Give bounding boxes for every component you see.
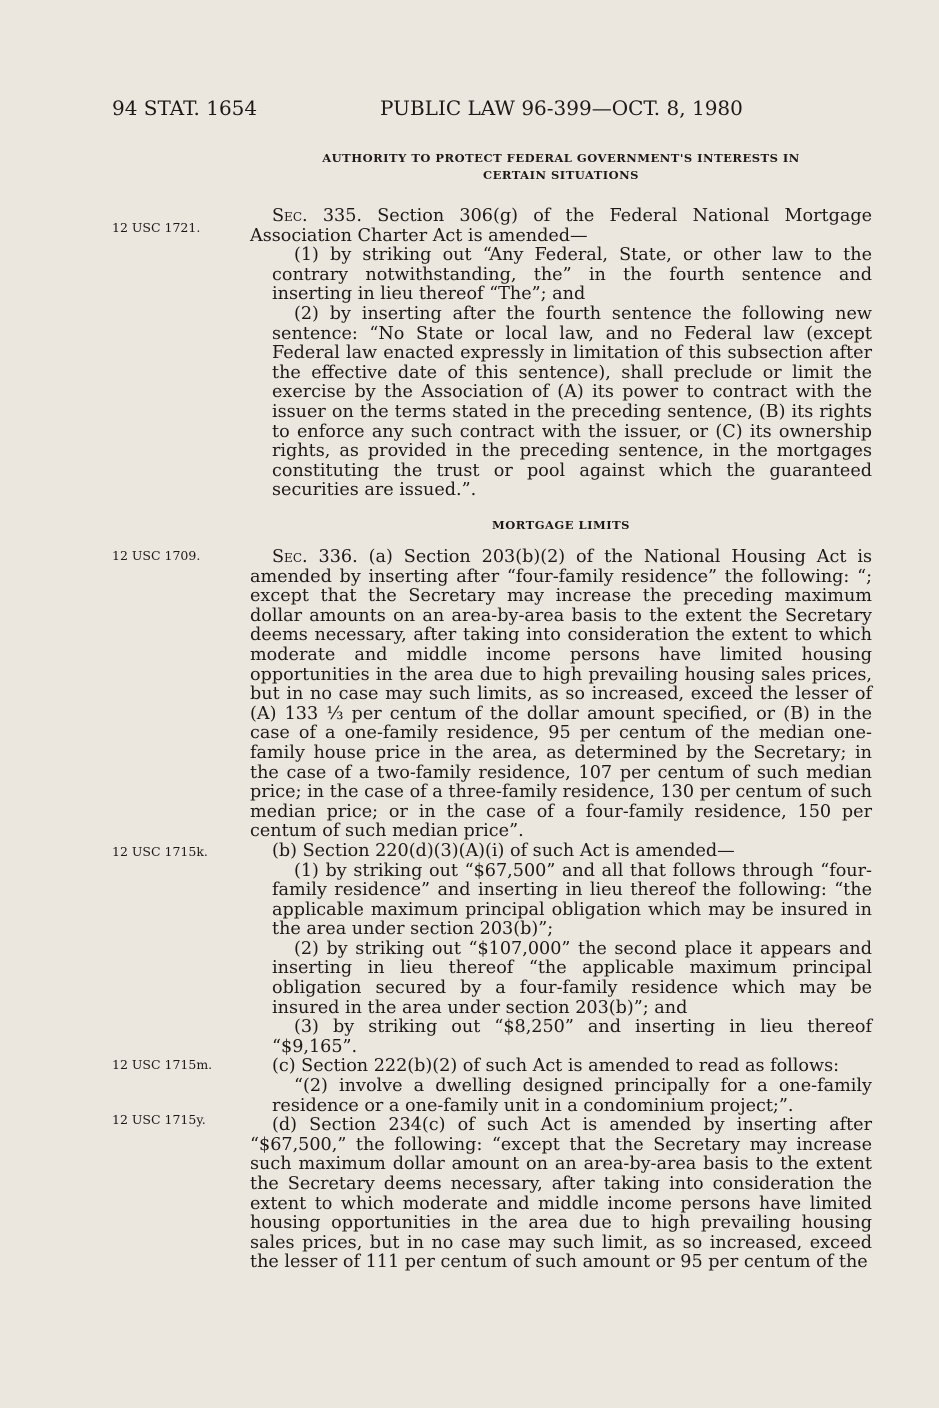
section-335-para-1: (1) by striking out “Any Federal, State, or other law to the contrary notwithstanding, the” in the fourth sentence and inserting in lieu thereof “The”; and (272, 245, 872, 305)
section-336-para-c-quote: “(2) involve a dwelling designed principally for a one-family residence or a one-family unit in a condominium project;”. (272, 1076, 872, 1116)
section-335-heading-line-1: AUTHORITY TO PROTECT FEDERAL GOVERNMENT'S INTERESTS IN (322, 151, 800, 165)
sec-label: Sec. (272, 547, 308, 567)
section-336-para-b-1: (1) by striking out “$67,500” and all that follows through “four-family residence” and inserting in lieu thereof the following: “the applicable maximum principal obligation which may be insured in the area under section 203(b)”; (272, 860, 872, 940)
statute-page-reference: 94 STAT. 1654 (112, 96, 258, 120)
section-336-para-d: (d) Section 234(c) of such Act is amended by inserting after “$67,500,” the following: “except that the Secretary may increase such maximum dollar amount on an area-by-area basis to the extent the Secretary deems necessary, after taking into consideration the extent to which moderate and middle income persons have limited housing opportunities in the area due to high prevailing housing sales prices, but in no case may such limit, as so increased, exceed the lesser of 111 per centum of such amount or 95 per centum of the (250, 1115, 872, 1273)
section-335-intro (250, 207, 872, 246)
section-336-para-b-intro: (b) Section 220(d)(3)(A)(i) of such Act is amended— (272, 840, 735, 861)
section-335-body (250, 207, 872, 501)
page-header (112, 96, 752, 126)
margin-note-12-usc-1715k: 12 USC 1715k. (112, 844, 208, 859)
section-336-para-a-text: 336. (a) Section 203(b)(2) of the National Housing Act is amended by inserting after “four-family residence” the following: “; except that the Secretary may increase the preceding maximum dollar amounts on an area-by-area basis to the extent the Secretary deems necessary, after taking into consideration the extent to which moderate and middle income persons have limited housing opportunities in the area due to high prevailing housing sales prices, but in no case may such limits, as so increased, exceed the lesser of (A) 133 ⅓ per centum of the dollar amount specified, or (B) in the case of a one-family residence, 95 per centum of the median one-family house price in the area, as determined by the Secretary; in the case of a two-family residence, 107 per centum of such median price; in the case of a three-family residence, 130 per centum of such median price; or in the case of a four-family residence, 150 per centum of such median price”. (250, 547, 873, 842)
section-335-para-2: (2) by inserting after the fourth sentence the following new sentence: “No State or local law, and no Federal law (except Federal law enacted expressly in limitation of this subsection after the effective date of this sentence), shall preclude or limit the exercise by the Association of (A) its power to contract with the issuer on the terms stated in the preceding sentence, (B) its rights to enforce any such contract with the issuer, or (C) its ownership rights, as provided in the preceding sentence, in the mortgages constituting the trust or pool against which the guaranteed securities are issued.”. (272, 303, 872, 501)
section-335-intro-text: 335. Section 306(g) of the Federal National Mortgage Association Charter Act is amended— (250, 206, 872, 246)
margin-note-12-usc-1715m: 12 USC 1715m. (112, 1057, 213, 1072)
section-335-heading (250, 150, 872, 184)
margin-note-12-usc-1715y: 12 USC 1715y. (112, 1112, 206, 1127)
public-law-title: PUBLIC LAW 96-399—OCT. 8, 1980 (380, 96, 743, 120)
section-336-heading: MORTGAGE LIMITS (492, 518, 630, 532)
section-336-body (250, 548, 872, 1273)
section-335-heading-line-2: CERTAIN SITUATIONS (482, 168, 639, 182)
section-336-para-a (250, 548, 872, 842)
section-336-para-b-3: (3) by striking out “$8,250” and inserting in lieu thereof “$9,165”. (272, 1017, 872, 1057)
section-336-para-b-2: (2) by striking out “$107,000” the second place it appears and inserting in lieu thereof “the applicable maximum principal obligation secured by a four-family residence which may be insured in the area under section 203(b)”; and (272, 938, 872, 1018)
margin-note-12-usc-1721: 12 USC 1721. (112, 220, 201, 235)
section-336-para-c-intro: (c) Section 222(b)(2) of such Act is amended to read as follows: (272, 1056, 840, 1077)
margin-note-12-usc-1709: 12 USC 1709. (112, 548, 201, 563)
sec-label: Sec. (272, 206, 308, 226)
